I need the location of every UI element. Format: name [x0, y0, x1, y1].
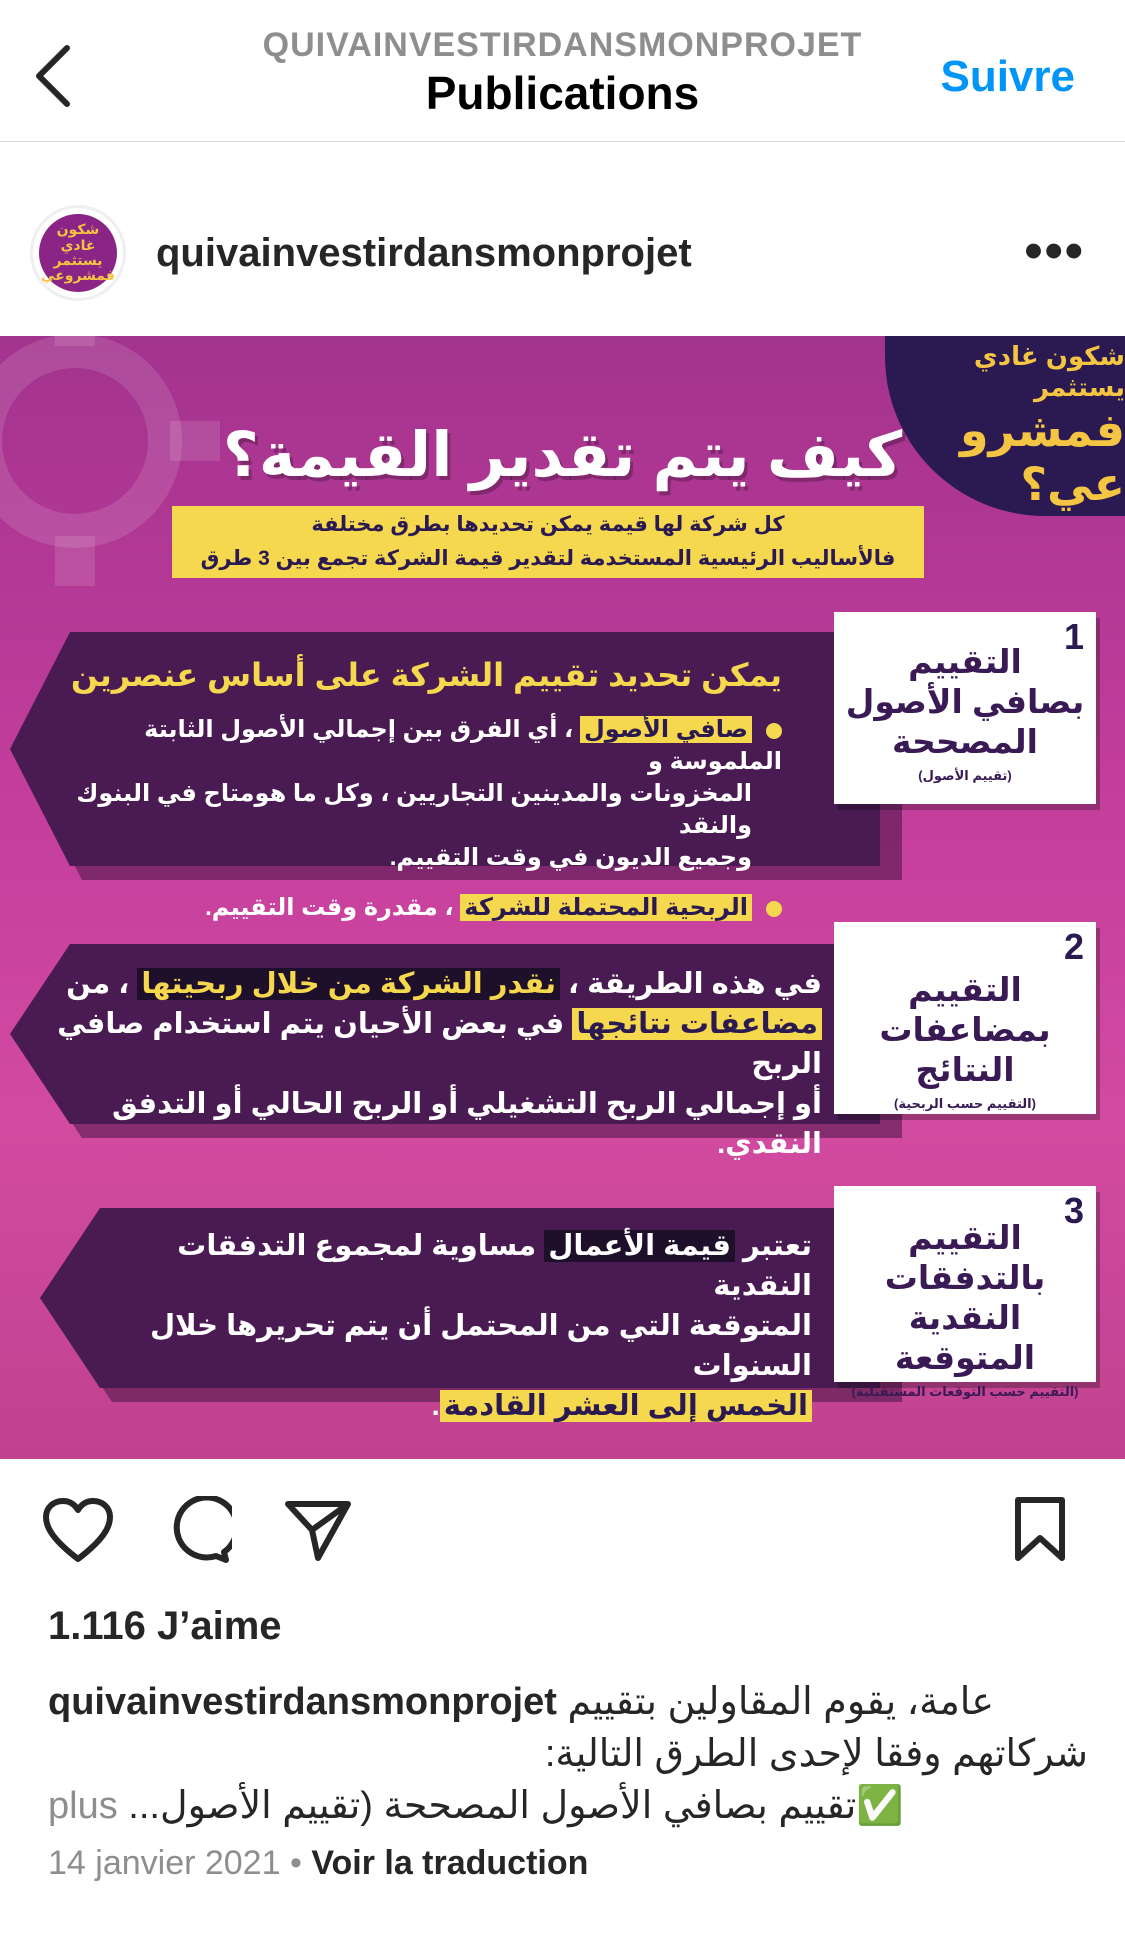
- m3-line1: [80, 1226, 812, 1306]
- method-3-title-3: المتوقعة: [894, 1339, 1036, 1376]
- badge-line1: شكون غادي يستثمر: [973, 341, 1125, 402]
- m2-l2-highlight: مضاعفات نتائجها: [572, 1008, 822, 1040]
- share-button[interactable]: [278, 1490, 358, 1570]
- avatar[interactable]: [30, 205, 126, 301]
- method-3-card: [834, 1186, 1096, 1399]
- like-button[interactable]: [38, 1490, 118, 1570]
- b1-line2: المخزونات والمدينين التجاريين ، وكل ما هومتاح في البنوك والنقد: [76, 780, 752, 839]
- m2-l1-post: ، من: [66, 968, 130, 1000]
- m3-l3-post: .: [431, 1390, 440, 1422]
- intro-line2: فالأساليب الرئيسية المستخدمة لتقدير قيمة الشركة تجمع بين 3 طرق: [200, 547, 896, 570]
- m2-l1-highlight: نقدر الشركة من خلال ربحيتها: [137, 968, 560, 1000]
- intro-box: [172, 506, 924, 578]
- post-image[interactable]: [0, 336, 1125, 1459]
- comment-icon: [164, 1496, 232, 1564]
- send-icon: [284, 1498, 352, 1562]
- badge-line2: فمشرو عي؟: [960, 404, 1125, 510]
- caption-text-3: ✅تقييم بصافي الأصول المصححة (تقييم الأصول...: [128, 1785, 904, 1827]
- method-1-bullet-1: [70, 714, 782, 778]
- bullet-dot: [766, 901, 782, 917]
- post-actions: [0, 1490, 1125, 1570]
- method-1-bullet-2: [70, 892, 782, 924]
- see-translation-link[interactable]: Voir la traduction: [311, 1844, 589, 1882]
- m2-line2: [40, 1004, 822, 1084]
- method-3-body: [80, 1226, 812, 1426]
- method-1-number: 1: [1063, 616, 1084, 657]
- b1-highlight: صافي الأصول: [580, 716, 752, 743]
- follow-button[interactable]: Suivre: [940, 52, 1075, 101]
- method-2-subtitle: (التقييم حسب الربحية): [894, 1096, 1036, 1111]
- b2-highlight: الربحية المحتملة للشركة: [460, 894, 752, 921]
- m3-l1-post: مساوية لمجموع التدفقات النقدية: [177, 1230, 812, 1302]
- bookmark-icon: [1012, 1496, 1068, 1564]
- caption-text-1: عامة، يقوم المقاولين بتقييم: [567, 1681, 995, 1723]
- m2-l1-pre: في هذه الطريقة ،: [568, 968, 822, 1000]
- m3-l3-highlight: الخمس إلى العشر القادمة: [440, 1390, 812, 1422]
- m2-line1: [40, 964, 822, 1004]
- method-1-body: [70, 714, 782, 924]
- caption-line-3: [48, 1780, 1088, 1832]
- page-title: Publications: [425, 67, 700, 119]
- method-2-body: [40, 964, 822, 1164]
- post-username[interactable]: quivainvestirdansmonprojet: [156, 231, 692, 275]
- m3-line2: المتوقعة التي من المحتمل أن يتم تحريرها خلال السنوات: [149, 1310, 812, 1382]
- method-1-title-1: التقييم: [908, 643, 1022, 680]
- infographic-title: كيف يتم تقدير القيمة؟: [222, 421, 903, 490]
- b2-text: ، مقدرة وقت التقييم.: [205, 894, 454, 921]
- b1-line3: وجميع الديون في وقت التقييم.: [389, 844, 752, 871]
- b1-text: ، أي الفرق بين إجمالي الأصول الثابتة الملموسة و: [144, 716, 782, 775]
- method-1-card: [834, 612, 1096, 804]
- method-2-card: [834, 922, 1096, 1114]
- account-name-header: QUIVAINVESTIRDANSMONPROJET: [262, 26, 863, 64]
- method-3-subtitle: (التقييم حسب التوقعات المستقبلية): [851, 1384, 1079, 1399]
- intro-line1: كل شركة لها قيمة يمكن تحديدها بطرق مختلفة: [311, 513, 785, 536]
- method-1-title-2: بصافي الأصول: [845, 683, 1085, 720]
- heart-icon: [42, 1497, 114, 1563]
- more-link[interactable]: plus: [48, 1785, 118, 1827]
- m3-l1-highlight: قيمة الأعمال: [544, 1230, 735, 1262]
- comment-button[interactable]: [158, 1490, 238, 1570]
- post-header: [0, 205, 1125, 315]
- method-2-number: 2: [1063, 926, 1084, 967]
- post-meta: [48, 1844, 588, 1883]
- meta-separator: •: [289, 1844, 302, 1882]
- method-3-title-1: التقييم: [908, 1219, 1022, 1256]
- post-date: 14 janvier 2021: [48, 1844, 281, 1882]
- method-2-title-2: بمضاعفات النتائج: [879, 1011, 1051, 1088]
- caption-line-1: [48, 1676, 1088, 1728]
- method-1-heading: [70, 656, 782, 694]
- avatar-logo: شكون غادي يستثمر فمشروعي: [39, 214, 117, 292]
- m2-l2-post: في بعض الأحيان يتم استخدام صافي الربح: [57, 1008, 822, 1080]
- caption-text-2: شركاتهم وفقا لإحدى الطرق التالية:: [544, 1733, 1088, 1775]
- m3-l1-pre: تعتبر: [743, 1230, 812, 1262]
- method-3-title-2: بالتدفقات النقدية: [884, 1259, 1046, 1336]
- save-button[interactable]: [1000, 1490, 1080, 1570]
- method-1-subtitle: (تقييم الأصول): [918, 768, 1012, 783]
- likes-count[interactable]: 1.116 J’aime: [48, 1604, 282, 1648]
- m2-line3: أو إجمالي الربح التشغيلي أو الربح الحالي أو التدفق النقدي.: [111, 1088, 822, 1160]
- method-1-heading-text: يمكن تحديد تقييم الشركة على أساس عنصرين: [70, 657, 782, 693]
- post-caption: [48, 1676, 1088, 1832]
- method-1-title-3: المصححة: [892, 723, 1038, 760]
- method-3-number: 3: [1063, 1190, 1084, 1231]
- m3-line3: [80, 1386, 812, 1426]
- top-bar: [0, 0, 1125, 142]
- more-options-icon[interactable]: •••: [1024, 222, 1085, 280]
- bullet-dot: [766, 723, 782, 739]
- method-2-title-1: التقييم: [908, 971, 1022, 1008]
- caption-username[interactable]: quivainvestirdansmonprojet: [48, 1681, 557, 1723]
